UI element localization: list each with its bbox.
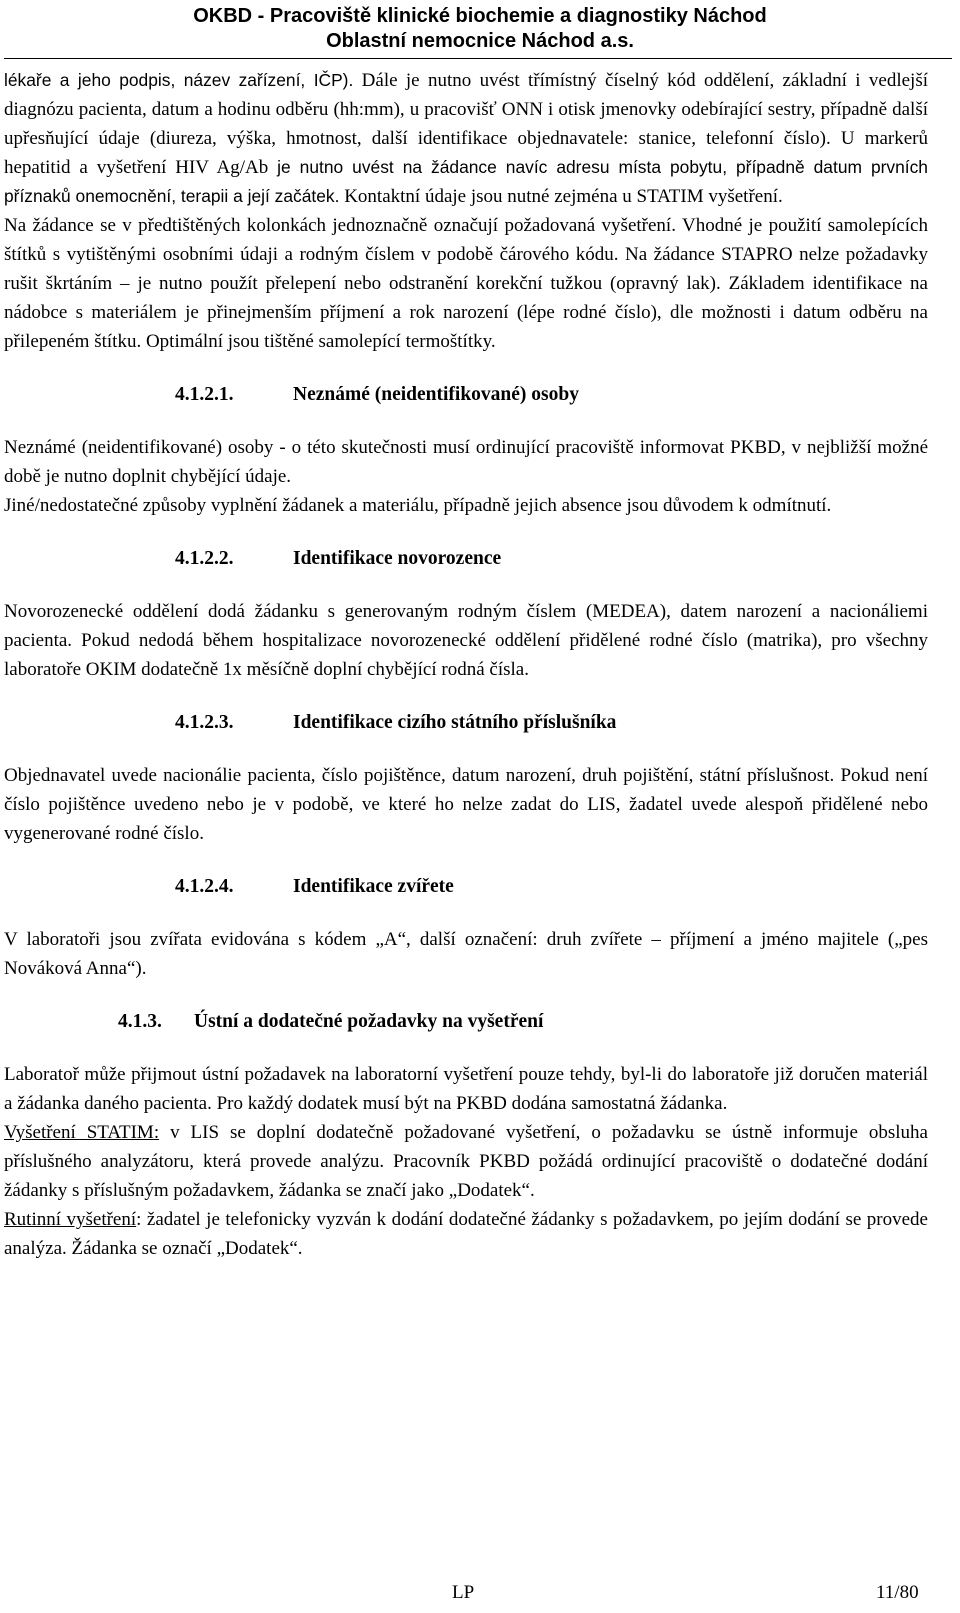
- section-heading: [4, 708, 928, 737]
- section-number: 4.1.2.2.: [175, 548, 234, 569]
- section-heading: [4, 872, 928, 901]
- intro-text-b: Dále je nutno uvést třímístný číselný kód oddělení, základní i vedlejší diagnózu pacienta, datum a hodinu odběru (hh:mm), u pracovišť ONN i: [4, 70, 928, 120]
- header-line-2: Oblastní nemocnice Náchod a.s.: [326, 30, 634, 52]
- section-title: Identifikace cizího státního příslušníka: [293, 712, 617, 733]
- section-paragraph: Novorozenecké oddělení dodá žádanku s generovaným rodným číslem (MEDEA), datem narození a nacionáliemi pacienta. Pokud nedodá během hospitalizace novorozenecké oddělení přidělené rodné číslo (matrika), pro všechny laboratoře OKIM dodatečně 1x měsíčně doplní chybějící rodná čísla.: [4, 601, 928, 680]
- document-body: [4, 64, 928, 1263]
- section-paragraph: Jiné/nedostatečné způsoby vyplnění žádanek a materiálu, případně jejich absence jsou důvodem k odmítnutí.: [4, 495, 832, 516]
- statim-label: Vyšetření STATIM:: [4, 1122, 160, 1143]
- statim-text: v LIS se doplní dodatečně požadované vyšetření, o požadavku se ústně informuje obsluha příslušného analyzátoru, která provede analýzu. Pracovník PKBD požádá ordinující pracoviště o dodatečné dodání žádanky s příslušným požadavkem, žádanka se značí jako „Dodatek“.: [4, 1122, 928, 1201]
- routine-paragraph: [4, 1205, 928, 1263]
- footer-left-label: LP: [452, 1582, 475, 1603]
- intro-text-f: Kontaktní údaje jsou nutné zejména u STATIM vyšetření.: [339, 186, 783, 207]
- header-divider: [4, 58, 952, 59]
- intro-text-c: otisk jmenovky odebírající sestry, případně další upřesňující údaje (diureza, výška, hmotnost, další identifikace objednavatele: stanice, telefonní číslo).: [4, 99, 928, 149]
- section-paragraph: V laboratoři jsou zvířata evidována s kódem „A“, další označení: druh zvířete – příjmení a jméno majitele („pes Nováková Anna“).: [4, 929, 928, 979]
- section-number: 4.1.2.4.: [175, 876, 234, 897]
- section-number: 4.1.2.1.: [175, 384, 234, 405]
- intro-text-g: Na žádance se v předtištěných kolonkách jednoznačně označují požadovaná vyšetření. Vhodné je použití samolepících štítků s vytištěnými osobními údaji a rodným číslem v podobě čárového kódu.: [4, 215, 928, 265]
- section-heading: [4, 380, 928, 409]
- section-paragraph: Neznámé (neidentifikované) osoby - o této skutečnosti musí ordinující pracoviště informovat PKBD, v nejbližší možné době je nutno doplnit chybějící údaje.: [4, 437, 928, 487]
- section-number: 4.1.3.: [118, 1011, 162, 1032]
- intro-text-a: lékaře a jeho podpis, název zařízení, IČP).: [4, 70, 354, 90]
- section-title: Ústní a dodatečné požadavky na vyšetření: [194, 1011, 544, 1032]
- section-title: Identifikace novorozence: [293, 548, 502, 569]
- section-heading: [4, 1007, 928, 1036]
- page-number: 11/80: [876, 1582, 919, 1603]
- section-heading: [4, 544, 928, 573]
- intro-text-e: je nutno uvést na žádance navíc adresu místa pobytu, případně datum prvních příznaků onemocnění, terapii a její začátek.: [4, 157, 928, 206]
- header-line-1: OKBD - Pracoviště klinické biochemie a diagnostiky Náchod: [193, 5, 767, 27]
- statim-paragraph: [4, 1118, 928, 1205]
- section-number: 4.1.2.3.: [175, 712, 234, 733]
- section-title: Neznámé (neidentifikované) osoby: [293, 384, 579, 405]
- page-header: [0, 0, 960, 54]
- routine-text: : žadatel je telefonicky vyzván k dodání dodatečné žádanky s požadavkem, po jejím dodání se provede analýza. Žádanka se označí „Dodatek“.: [4, 1209, 928, 1259]
- section-paragraph: Laboratoř může přijmout ústní požadavek na laboratorní vyšetření pouze tehdy, byl-li do laboratoře již doručen materiál a žádanka daného pacienta. Pro každý dodatek musí být na PKBD dodána samostatná žádanka.: [4, 1064, 928, 1114]
- intro-paragraph: [4, 66, 928, 211]
- intro-text-i: Základem identifikace na nádobce s materiálem je přinejmenším příjmení a rok narození (lépe rodné číslo), dle možnosti i datum odběru na přilepeném štítku. Optimální jsou tištěné samolepící termoštítky.: [4, 273, 928, 352]
- intro-text-h: Na žádance STAPRO nelze požadavky rušit škrtáním – je nutno použít přelepení nebo odstranění korekční tužkou (opravný lak).: [4, 244, 929, 294]
- routine-label: Rutinní vyšetření: [4, 1209, 137, 1230]
- intro-text-d: U markerů hepatitid a vyšetření HIV Ag/Ab: [4, 128, 928, 178]
- page-footer: [0, 1582, 960, 1612]
- section-title: Identifikace zvířete: [293, 876, 454, 897]
- intro-paragraph-2: [4, 211, 928, 356]
- section-paragraph: Objednavatel uvede nacionálie pacienta, číslo pojištěnce, datum narození, druh pojištění, státní příslušnost. Pokud není číslo pojištěnce uvedeno nebo je v podobě, ve které ho nelze zadat do LIS, žadatel uvede alespoň přidělené nebo vygenerované rodné číslo.: [4, 765, 928, 844]
